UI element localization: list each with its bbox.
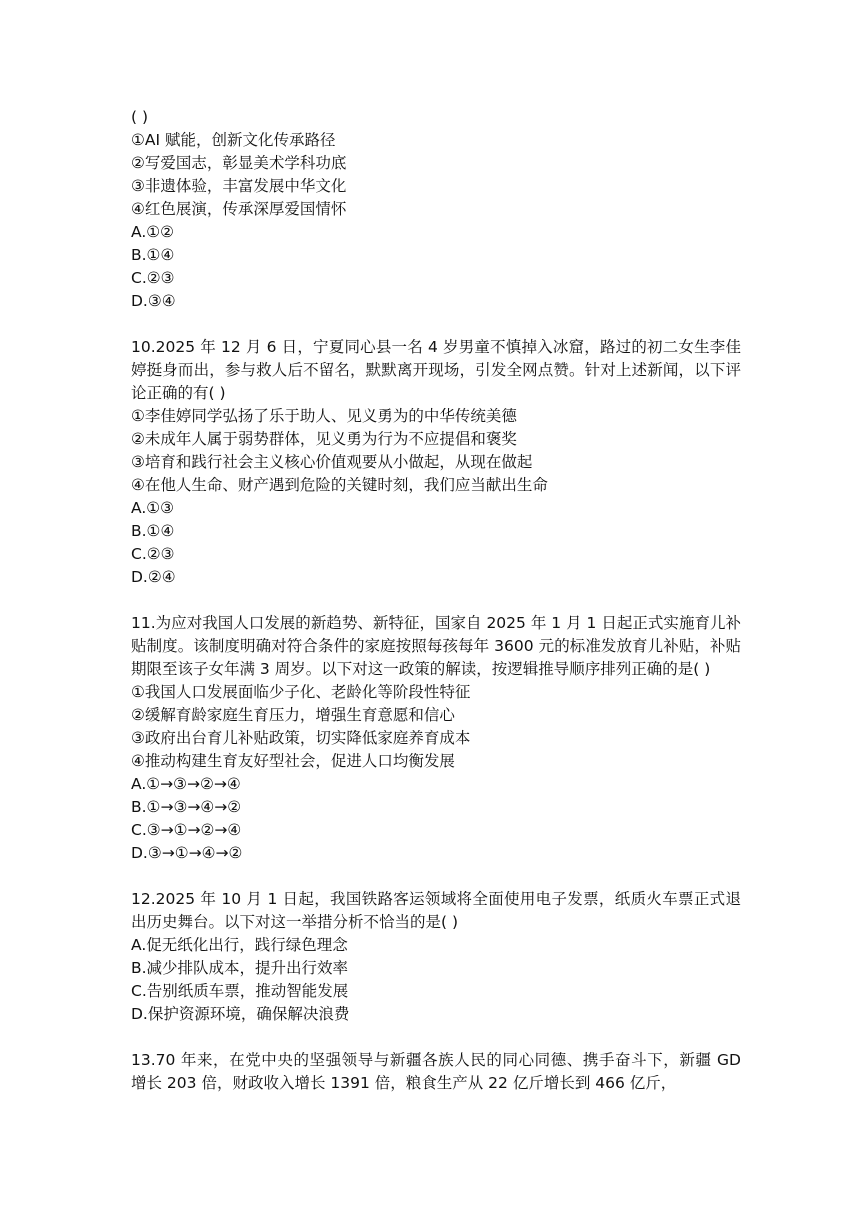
question-10 — [131, 336, 741, 589]
question-12 — [131, 888, 741, 1026]
spacer — [131, 313, 741, 336]
statement: ③培育和践行社会主义核心价值观要从小做起，从现在做起 — [131, 453, 533, 471]
option-c: C.②③ — [131, 545, 175, 563]
option-a: A.①→③→②→④ — [131, 775, 241, 793]
option-a: A.促无纸化出行，践行绿色理念 — [131, 936, 348, 954]
question-stem: 11.为应对我国人口发展的新趋势、新特征，国家自 2025 年 1 月 1 日起正式实施育儿补贴制度。该制度明确对符合条件的家庭按照每孩每年 3600 元的标准发放育儿补贴，补贴期限至该子女年满 3 周岁。以下对这一政策的解读，按逻辑推导顺序排列正确的是( ) — [131, 614, 741, 678]
option-d: D.③→①→④→② — [131, 844, 243, 862]
statement: ③非遗体验，丰富发展中华文化 — [131, 177, 347, 195]
option-d: D.②④ — [131, 568, 176, 586]
option-a: A.①③ — [131, 499, 175, 517]
option-a: A.①② — [131, 223, 175, 241]
statement: ①AI 赋能，创新文化传承路径 — [131, 131, 336, 149]
statement: ①李佳婷同学弘扬了乐于助人、见义勇为的中华传统美德 — [131, 407, 517, 425]
question-9 — [131, 106, 741, 313]
statement: ②未成年人属于弱势群体，见义勇为行为不应提倡和褒奖 — [131, 430, 517, 448]
option-c: C.②③ — [131, 269, 175, 287]
option-c: C.告别纸质车票，推动智能发展 — [131, 982, 349, 1000]
option-b: B.①→③→④→② — [131, 798, 242, 816]
statement: ③政府出台育儿补贴政策，切实降低家庭养育成本 — [131, 729, 471, 747]
statement: ④在他人生命、财产遇到危险的关键时刻，我们应当献出生命 — [131, 476, 548, 494]
option-b: B.①④ — [131, 522, 175, 540]
option-c: C.③→①→②→④ — [131, 821, 242, 839]
statement: ④推动构建生育友好型社会，促进人口均衡发展 — [131, 752, 455, 770]
question-stem-tail: ( ) — [131, 108, 149, 126]
statement: ④红色展演，传承深厚爱国情怀 — [131, 200, 347, 218]
option-d: D.③④ — [131, 292, 176, 310]
spacer — [131, 1026, 741, 1049]
statement: ①我国人口发展面临少子化、老龄化等阶段性特征 — [131, 683, 471, 701]
statement: ②缓解育龄家庭生育压力，增强生育意愿和信心 — [131, 706, 455, 724]
spacer — [131, 865, 741, 888]
question-stem: 13.70 年来，在党中央的坚强领导与新疆各族人民的同心同德、携手奋斗下，新疆 GD 增长 203 倍，财政收入增长 1391 倍，粮食生产从 22 亿斤增长到 466 亿斤， — [131, 1051, 741, 1092]
option-b: B.①④ — [131, 246, 175, 264]
spacer — [131, 589, 741, 612]
option-b: B.减少排队成本，提升出行效率 — [131, 959, 349, 977]
question-stem: 10.2025 年 12 月 6 日，宁夏同心县一名 4 岁男童不慎掉入冰窟，路过的初二女生李佳婷挺身而出，参与救人后不留名，默默离开现场，引发全网点赞。针对上述新闻，以下评论正确的有( ) — [131, 338, 741, 402]
question-stem: 12.2025 年 10 月 1 日起，我国铁路客运领域将全面使用电子发票，纸质火车票正式退出历史舞台。以下对这一举措分析不恰当的是( ) — [131, 890, 741, 931]
question-13 — [131, 1049, 741, 1095]
document-page — [131, 106, 741, 1095]
question-11 — [131, 612, 741, 865]
statement: ②写爱国志，彰显美术学科功底 — [131, 154, 347, 172]
option-d: D.保护资源环境，确保解决浪费 — [131, 1005, 350, 1023]
